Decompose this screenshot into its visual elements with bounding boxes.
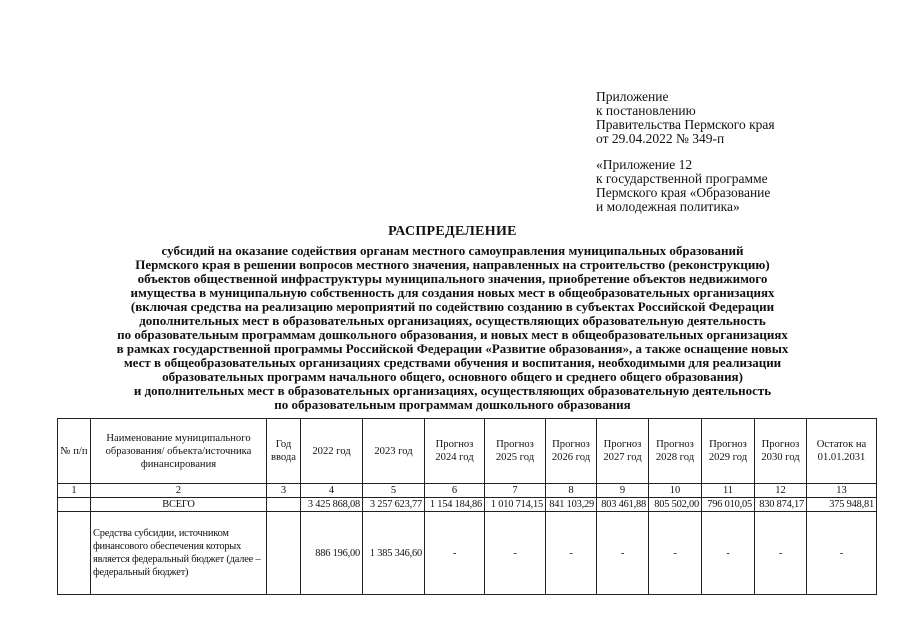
table-cell: 805 502,00 (649, 498, 702, 512)
header-cell-name: Наименование муниципального образования/ объекта/источника финансирования (91, 419, 267, 484)
distribution-table (57, 418, 877, 595)
table-cell: - (485, 512, 546, 595)
header-cell-2023: 2023 год (363, 419, 425, 484)
table-cell: 3 425 868,08 (301, 498, 363, 512)
column-number-cell: 11 (702, 484, 755, 498)
subtitle-line: (включая средства на реализацию мероприятий по содействию созданию в субъектах Российской Федерации (130, 299, 775, 314)
header-cell-number: № п/п (58, 419, 91, 484)
table-cell: 3 257 623,77 (363, 498, 425, 512)
table-row-federal (58, 512, 877, 595)
annex-line: Приложение (596, 89, 669, 104)
header-cell-2022: 2022 год (301, 419, 363, 484)
table-cell: 803 461,88 (597, 498, 649, 512)
subtitle-line: Пермского края в решении вопросов местного значения, направленных на строительство (реконструкцию) (135, 257, 770, 272)
column-number-row (58, 484, 877, 498)
header-cell-2028: Прогноз 2028 год (649, 419, 702, 484)
table-cell: 1 385 346,60 (363, 512, 425, 595)
column-number-cell: 4 (301, 484, 363, 498)
table-header-row (58, 419, 877, 484)
table-cell: 796 010,05 (702, 498, 755, 512)
header-cell-2024: Прогноз 2024 год (425, 419, 485, 484)
annex-line: от 29.04.2022 № 349-п (596, 131, 725, 146)
column-number-cell: 12 (755, 484, 807, 498)
column-number-cell: 2 (91, 484, 267, 498)
table-row-total (58, 498, 877, 512)
header-cell-year: Год ввода (267, 419, 301, 484)
header-cell-2027: Прогноз 2027 год (597, 419, 649, 484)
column-number-cell: 7 (485, 484, 546, 498)
subtitle-line: по образовательным программам дошкольного образования, и новых мест в общеобразовательных организациях (117, 327, 788, 342)
subtitle-line: в рамках государственной программы Российской Федерации «Развитие образования», а также оснащение новых (116, 341, 789, 356)
annex-line: и молодежная политика» (596, 199, 740, 214)
header-cell-2026: Прогноз 2026 год (546, 419, 597, 484)
subtitle-line: образовательных программ начального общего, основного общего и среднего общего образования) (162, 369, 743, 384)
table-cell: 1 010 714,15 (485, 498, 546, 512)
table-cell: - (755, 512, 807, 595)
subtitle-line: дополнительных мест в образовательных организациях, осуществляющих образовательную деятельность (139, 313, 766, 328)
table-cell: - (649, 512, 702, 595)
header-cell-2029: Прогноз 2029 год (702, 419, 755, 484)
subtitle-line: по образовательным программам дошкольного образования (274, 397, 631, 412)
table-cell: 1 154 184,86 (425, 498, 485, 512)
header-cell-2030: Прогноз 2030 год (755, 419, 807, 484)
table-cell-total-label: ВСЕГО (91, 498, 267, 512)
annex-line: Пермского края «Образование (596, 185, 771, 200)
table-cell: - (807, 512, 877, 595)
table-cell: 886 196,00 (301, 512, 363, 595)
table-cell: 841 103,29 (546, 498, 597, 512)
header-cell-2025: Прогноз 2025 год (485, 419, 546, 484)
table-cell-federal-label: Средства субсидии, источником финансового обеспечения которых является федеральный бюджет (далее – федеральный бюджет) (91, 512, 267, 595)
table-cell (58, 512, 91, 595)
annex-line: Правительства Пермского края (596, 117, 775, 132)
annex-line: «Приложение 12 (596, 157, 693, 172)
table-cell (58, 498, 91, 512)
document-title: РАСПРЕДЕЛЕНИЕ (388, 224, 517, 239)
column-number-cell: 3 (267, 484, 301, 498)
column-number-cell: 8 (546, 484, 597, 498)
table-cell: - (546, 512, 597, 595)
subtitle-line: объектов общественной инфраструктуры муниципального значения, приобретение объектов недвижимого (137, 271, 768, 286)
annex-line: к постановлению (596, 103, 696, 118)
column-number-cell: 1 (58, 484, 91, 498)
table-cell: 830 874,17 (755, 498, 807, 512)
column-number-cell: 13 (807, 484, 877, 498)
annex-line: к государственной программе (596, 171, 768, 186)
subtitle-line: и дополнительных мест в образовательных организациях, осуществляющих образовательную деятельность (133, 383, 772, 398)
column-number-cell: 5 (363, 484, 425, 498)
table-cell: - (425, 512, 485, 595)
column-number-cell: 6 (425, 484, 485, 498)
subtitle-line: имущества в муниципальную собственность для создания новых мест в общеобразовательных организациях (130, 285, 775, 300)
document-subtitle (60, 244, 845, 412)
annex-block (596, 90, 836, 214)
header-cell-remainder: Остаток на 01.01.2031 (807, 419, 877, 484)
subtitle-line: субсидий на оказание содействия органам местного самоуправления муниципальных образований (161, 243, 744, 258)
table-cell (267, 512, 301, 595)
table-cell: - (597, 512, 649, 595)
subtitle-line: мест в общеобразовательных организациях средствами обучения и воспитания, необходимыми для реализации (123, 355, 782, 370)
table-cell: 375 948,81 (807, 498, 877, 512)
column-number-cell: 10 (649, 484, 702, 498)
table-cell (267, 498, 301, 512)
column-number-cell: 9 (597, 484, 649, 498)
table-cell: - (702, 512, 755, 595)
